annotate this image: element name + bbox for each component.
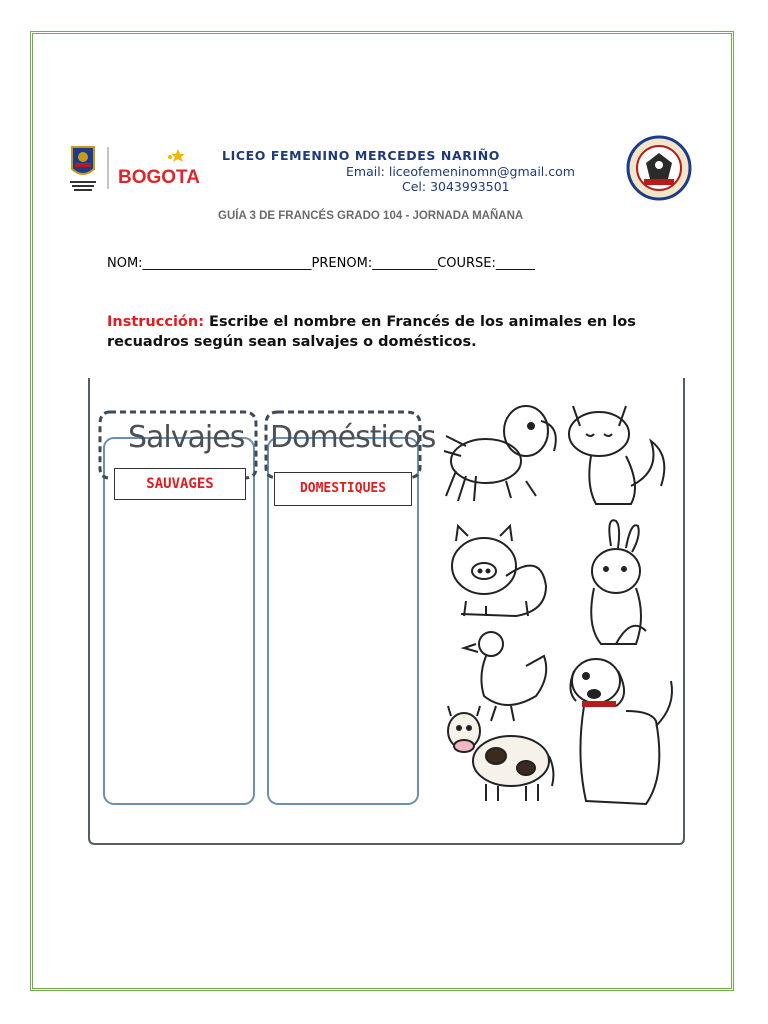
- school-phone: Cel: 3043993501: [402, 179, 510, 194]
- alcaldia-shield-icon: [66, 143, 100, 195]
- cow-icon: [448, 706, 553, 801]
- duck-icon: [464, 632, 546, 721]
- dog-icon: [570, 659, 672, 804]
- school-email: Email: liceofemeninomn@gmail.com: [346, 164, 575, 179]
- answer-box-wild[interactable]: SAUVAGES: [114, 468, 246, 500]
- student-info-line: NOM:__________________________PRENOM:__________COURSE:______: [107, 256, 535, 271]
- domestic-column-title: Domésticos: [270, 420, 436, 455]
- pig-icon: [452, 526, 546, 616]
- rabbit-icon: [591, 520, 646, 644]
- school-seal-icon: [626, 135, 692, 201]
- instruction-text: Escribe el nombre en Francés de los animales en los recuadros según sean salvajes o domésticos.: [107, 314, 636, 350]
- cat-icon: [569, 406, 664, 504]
- instruction-paragraph: [107, 312, 677, 352]
- wild-column-title: Salvajes: [128, 420, 245, 455]
- instruction-label: Instrucción:: [107, 314, 204, 330]
- answer-box-domestic[interactable]: DOMESTIQUES: [274, 472, 412, 506]
- bogota-logo: [104, 143, 200, 193]
- parrot-icon: [444, 406, 556, 501]
- bogota-logo-text: BOGOTA: [118, 167, 200, 188]
- guide-title: GUÍA 3 DE FRANCÉS GRADO 104 - JORNADA MAÑANA: [218, 210, 524, 222]
- school-name: LICEO FEMENINO MERCEDES NARIÑO: [222, 148, 500, 163]
